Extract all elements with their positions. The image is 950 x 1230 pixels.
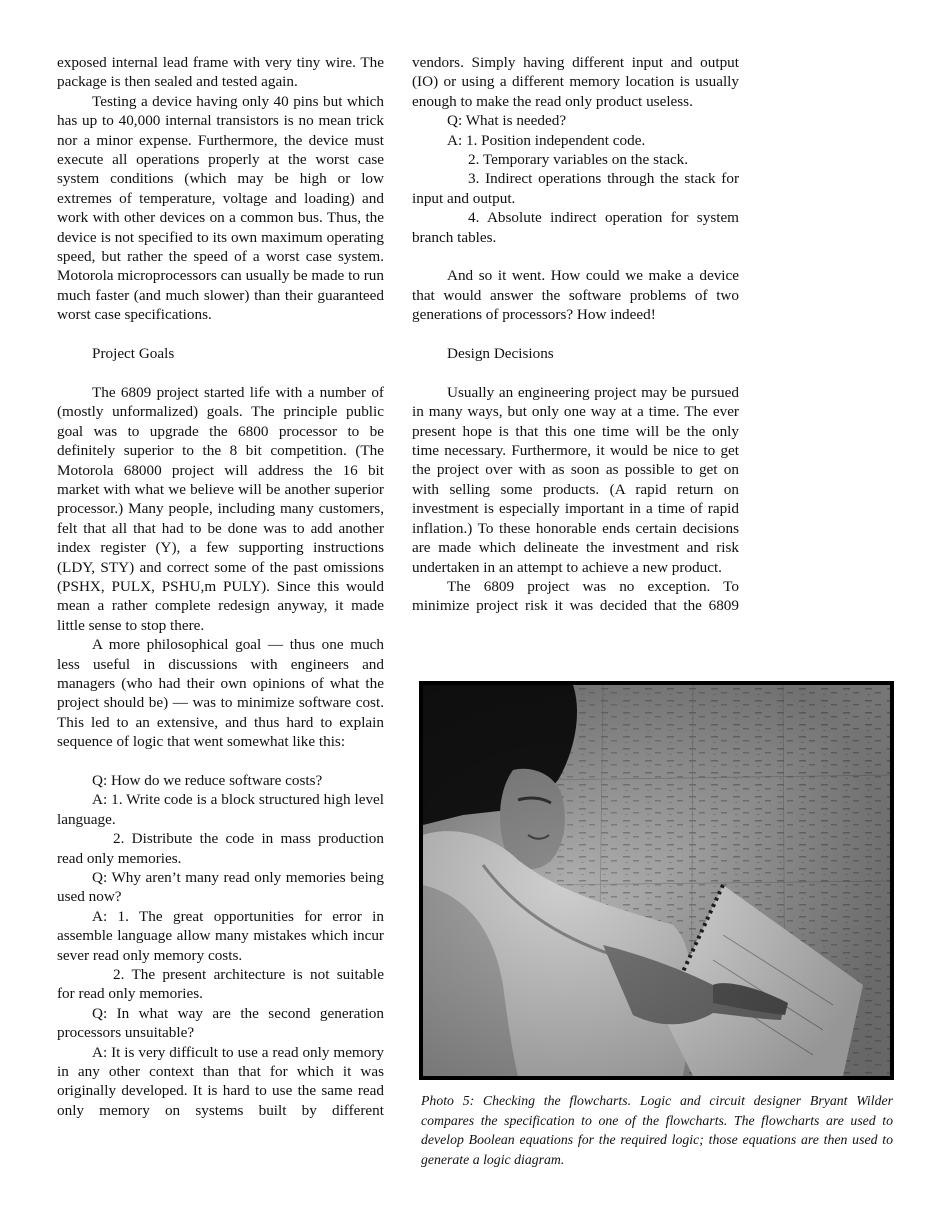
photo-caption: Photo 5: Checking the flowcharts. Logic and circuit designer Bryant Wilder compares the specification to one of the flowcharts. The flowcharts are used to develop Boolean equations for the required logic; those equations are then used to generate a logic diagram. [421,1093,893,1167]
flowchart-photo-image [423,685,890,1076]
answer: A: It is very difficult to use a read only memory in any other context than that for which it was originally developed. It is hard to use the same read only memory on systems built by different [57,1043,384,1119]
answer-item: 2. Temporary variables on the stack. [468,151,689,169]
answer: A: 1. Write code is a block structured high level language. [57,791,384,828]
question: Q: How do we reduce software costs? [92,771,323,789]
paragraph: Testing a device having only 40 pins but which has up to 40,000 internal transistors is no mean trick nor a minor expense. Furthermore, the device must execute all operations properly at the worst case system conditions (which may be high or low extremes of temperature, voltage and loading) and work with other devices on a common bus. Thus, the device is not specified to its own maximum operating speed, but rather the speed of a worst case system. Motorola microprocessors can usually be made to run much faster (and much slower) than their guaranteed worst case specifications. [57,92,384,324]
section-heading: Project Goals [92,345,175,363]
question: Q: What is needed? [447,112,567,130]
paragraph: A more philosophical goal — thus one much less useful in discussions with engineers and managers (who had their own opinions of what the project should be) — was to minimize software cost. This led to an extensive, and thus hard to explain sequence of logic that went somewhat like this: [57,636,384,751]
answer: A: 1. Position independent code. [447,131,646,149]
section-heading: Design Decisions [447,345,554,363]
paragraph: Usually an engineering project may be pursued in many ways, but only one way at a time. The ever present hope is that this one time will be the only time necessary. Furthermore, it would be nice to get the project over with as soon as possible to get on with selling some products. (A rapid return on investment is especially important in a time of rapid inflation.) To these honorable ends certain decisions are made which delineate the investment and risk undertaken in an attempt to achieve a new product. [412,383,739,576]
photo [419,681,894,1080]
question: Q: In what way are the second generation processors unsuitable? [57,1004,384,1042]
left-column [57,53,384,1120]
right-column [412,53,739,616]
answer-item: 4. Absolute indirect operation for system branch tables. [412,209,739,246]
paragraph: The 6809 project was no exception. To minimize project risk it was decided that the 6809 [412,577,739,615]
paragraph: vendors. Simply having different input and output (IO) or using a different memory location is usually enough to make the read only product useless. [412,54,739,110]
paragraph: The 6809 project started life with a number of (mostly unformalized) goals. The principle public goal was to upgrade the 6800 processor to be definitely superior to the 8 bit competition. (The Motorola 68000 project will address the 16 bit market with what we believe will be another superior processor.) Many people, including many customers, felt that all that had to be done was to add another index register (Y), a few supporting instructions (LDY, STY) and correct some of the past omissions (PSHX, PULX, PSHU,m PULY). Since this would mean a rather complete redesign anyway, it made little sense to stop there. [57,383,384,634]
answer-item: 2. The present architecture is not suitable for read only memories. [57,966,384,1003]
question: Q: Why aren’t many read only memories being used now? [57,869,384,906]
paragraph: exposed internal lead frame with very tiny wire. The package is then sealed and tested again. [57,54,384,91]
paragraph: And so it went. How could we make a device that would answer the software problems of two generations of processors? How indeed! [412,267,739,324]
answer-item: 3. Indirect operations through the stack for input and output. [412,170,739,207]
answer-item: 2. Distribute the code in mass production read only memories. [57,830,384,867]
answer: A: 1. The great opportunities for error in assemble language allow many mistakes which incur sever read only memory costs. [57,907,384,964]
